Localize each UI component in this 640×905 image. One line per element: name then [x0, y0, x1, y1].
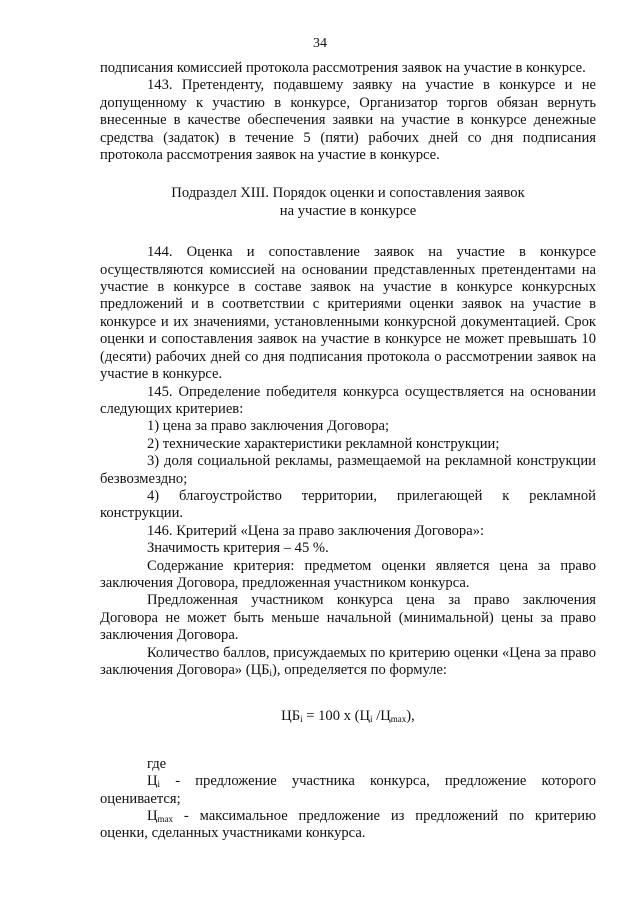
paragraph-144: 144. Оценка и сопоставление заявок на участие в конкурсе осуществляются комиссией на основании представленных претендентами на участие в конкурсе в составе заявок на участие в конкурсе конкурсных предложений и в соответствии с критериями оценки заявок на участие в конкурсе и их значениями, установленными конкурсной документацией. Срок оценки и сопоставления заявок на участие в конкурсе не может превышать 10 (десяти) рабочих дней со дня подписания протокола о рассмотрении заявок на участие в конкурсе.: [100, 244, 596, 383]
page-number: 34: [313, 36, 327, 51]
formula-lhs: ЦБ: [281, 708, 301, 725]
points-text-b: ), определяется по формуле:: [272, 662, 447, 678]
criterion-4-word: территории,: [301, 487, 378, 504]
formula-div: /Ц: [372, 708, 391, 725]
formula-mid-sub: i: [370, 714, 373, 725]
criterion-content: Содержание критерия: предметом оценки является цена за право заключения Договора, предложенная участником конкурса.: [100, 557, 596, 591]
criterion-4-word: к: [502, 487, 510, 504]
criterion-4-word: благоустройство: [179, 487, 282, 504]
formula-mid: = 100 х (Ц: [302, 708, 371, 725]
where-label: где: [147, 755, 167, 772]
heading-line-1: Подраздел XIII. Порядок оценки и сопоставления заявок: [171, 185, 525, 202]
formula-end: ),: [406, 708, 415, 725]
heading-line-2: на участие в конкурсе: [279, 202, 417, 219]
definition-cmax: [100, 808, 596, 843]
paragraph-146: 146. Критерий «Цена за право заключения Договора»:: [147, 522, 485, 539]
points-paragraph: [100, 645, 596, 680]
definition-text: - предложение участника конкурса, предложение которого оценивается;: [100, 773, 596, 807]
criterion-3: 3) доля социальной рекламы, размещаемой на рекламной конструкции безвозмездно;: [100, 453, 596, 487]
definition-symbol: Ц: [147, 808, 158, 825]
criterion-4-end: конструкции.: [100, 505, 184, 522]
points-text-a: Количество баллов, присуждаемых по критерию оценки «Цена за право заключения Договора» (ЦБ: [100, 644, 596, 678]
definition-subscript: i: [157, 779, 161, 790]
criterion-1: 1) цена за право заключения Договора;: [147, 418, 390, 435]
document-body: [100, 60, 596, 843]
criterion-2: 2) технические характеристики рекламной конструкции;: [147, 435, 500, 452]
formula: [100, 708, 596, 725]
criterion-4-word: рекламной: [529, 487, 596, 504]
definition-text: - максимальное предложение из предложений по критерию оценки, сделанных участниками конкурса.: [100, 808, 596, 842]
criterion-4-line: [100, 488, 596, 505]
criterion-4-word: прилегающей: [396, 487, 483, 504]
definition-subscript: max: [157, 814, 174, 825]
definition-symbol: Ц: [147, 773, 158, 790]
subsection-heading: [100, 185, 596, 220]
definition-ci: [100, 773, 596, 808]
points-subscript: i: [269, 668, 273, 678]
paragraph-143: 143. Претенденту, подавшему заявку на участие в конкурсе и не допущенному к участию в конкурсе, Организатор торгов обязан вернуть внесенные в качестве обеспечения заявки на участие в конкурсе денежные средства (задаток) в течение 5 (пяти) рабочих дней со дня подписания протокола рассмотрения заявок на участие в конкурсе.: [100, 77, 596, 164]
criterion-significance: Значимость критерия – 45 %.: [147, 540, 329, 557]
formula-div-sub: max: [390, 714, 407, 725]
criterion-4-word: 4): [147, 487, 160, 504]
paragraph-continuation: подписания комиссией протокола рассмотрения заявок на участие в конкурсе.: [100, 60, 586, 76]
paragraph-145: 145. Определение победителя конкурса осуществляется на основании следующих критериев:: [100, 383, 596, 417]
min-price-paragraph: Предложенная участником конкурса цена за право заключения Договора не может быть меньше начальной (минимальной) цены за право заключения Договора.: [100, 592, 596, 644]
formula-lhs-sub: i: [300, 714, 303, 725]
